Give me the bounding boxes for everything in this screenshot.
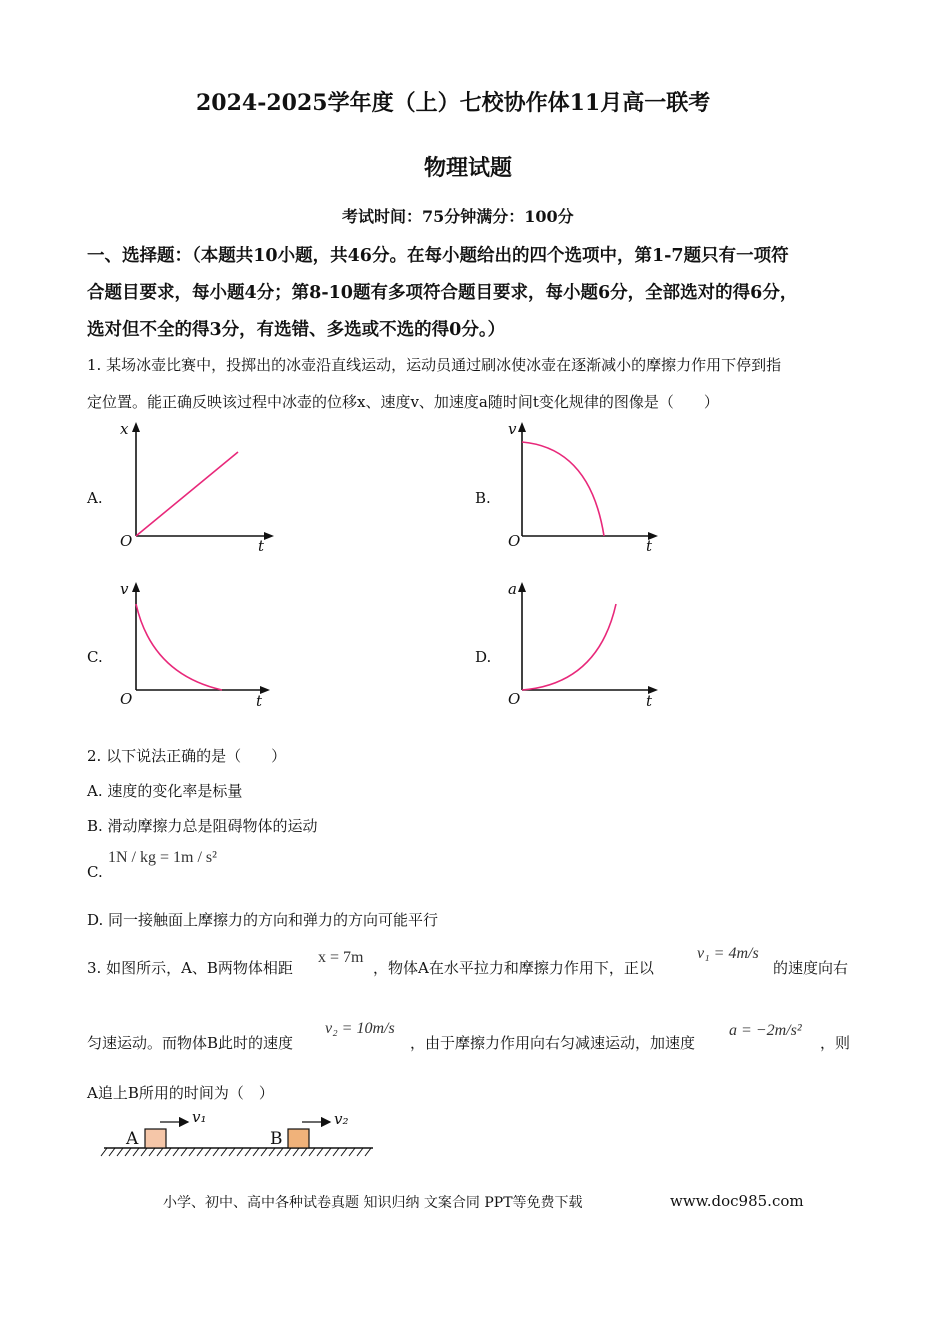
y-axis-label: x bbox=[120, 420, 129, 438]
hatch-mark bbox=[237, 1148, 243, 1156]
exam-title: 2024-2025学年度（上）七校协作体11月高一联考 bbox=[196, 90, 711, 116]
v2-label: v₂ bbox=[334, 1110, 349, 1128]
x-axis-label: t bbox=[646, 692, 653, 710]
q1-option-a-label: A. bbox=[87, 489, 103, 507]
q1-option-d-label: D. bbox=[475, 648, 492, 666]
block-b bbox=[288, 1129, 309, 1148]
footer-url[interactable]: www.doc985.com bbox=[670, 1192, 804, 1210]
q2-stem: 2. 以下说法正确的是（ ） bbox=[87, 747, 287, 765]
displacement-line bbox=[136, 452, 238, 536]
q3-formula-x: x = 7m bbox=[318, 949, 364, 966]
hatch-mark bbox=[253, 1148, 259, 1156]
hatch-mark bbox=[213, 1148, 219, 1156]
hatch-mark bbox=[173, 1148, 179, 1156]
q1-graph-b bbox=[500, 418, 670, 558]
q3-formula-v2: v₂ = 10m/s bbox=[325, 1020, 395, 1037]
footer-text: 小学、初中、高中各种试卷真题 知识归纳 文案合同 PPT等免费下载 bbox=[163, 1195, 583, 1211]
origin-label: O bbox=[120, 532, 133, 550]
hatch-mark bbox=[277, 1148, 283, 1156]
q2-option-d: D. 同一接触面上摩擦力的方向和弹力的方向可能平行 bbox=[87, 911, 439, 929]
hatch-mark bbox=[197, 1148, 203, 1156]
hatch-mark bbox=[349, 1148, 355, 1156]
hatch-mark bbox=[365, 1148, 371, 1156]
v1-label: v₁ bbox=[192, 1108, 207, 1126]
q3-text-2b: ，由于摩擦力作用向右匀减速运动，加速度 bbox=[410, 1034, 696, 1052]
x-axis-label: t bbox=[646, 537, 653, 555]
q2-option-b: B. 滑动摩擦力总是阻碍物体的运动 bbox=[87, 817, 318, 835]
y-axis-arrow bbox=[518, 582, 526, 592]
ground-hatching bbox=[101, 1148, 371, 1156]
q3-text-3: A追上B所用的时间为（ ） bbox=[87, 1084, 274, 1102]
q1-graph-c bbox=[112, 578, 282, 718]
q1-option-c-label: C. bbox=[87, 648, 103, 666]
y-axis-arrow bbox=[518, 422, 526, 432]
q3-text-1c: 的速度向右 bbox=[773, 959, 849, 977]
q1-option-b-label: B. bbox=[475, 489, 491, 507]
q2-option-c-formula: 1N / kg = 1m / s² bbox=[108, 849, 217, 866]
q3-text-1b: ，物体A在水平拉力和摩擦力作用下，正以 bbox=[373, 959, 654, 977]
hatch-mark bbox=[341, 1148, 347, 1156]
hatch-mark bbox=[189, 1148, 195, 1156]
origin-label: O bbox=[508, 532, 521, 550]
q2-option-c-label: C. bbox=[87, 863, 103, 881]
x-axis-label: t bbox=[258, 537, 265, 555]
x-axis-arrow bbox=[264, 532, 274, 540]
y-axis-label: v bbox=[508, 420, 517, 438]
hatch-mark bbox=[165, 1148, 171, 1156]
hatch-mark bbox=[357, 1148, 363, 1156]
section-instructions-line3: 选对但不全的得3分，有选错、多选或不选的得0分。） bbox=[87, 320, 506, 340]
hatch-mark bbox=[325, 1148, 331, 1156]
hatch-mark bbox=[101, 1148, 107, 1156]
subject-title: 物理试题 bbox=[424, 155, 513, 181]
block-a-label: A bbox=[126, 1129, 139, 1149]
hatch-mark bbox=[205, 1148, 211, 1156]
q3-text-2c: ，则 bbox=[820, 1034, 851, 1052]
hatch-mark bbox=[141, 1148, 147, 1156]
hatch-mark bbox=[285, 1148, 291, 1156]
hatch-mark bbox=[309, 1148, 315, 1156]
y-axis-arrow bbox=[132, 422, 140, 432]
q3-text-1a: 3. 如图所示，A、B两物体相距 bbox=[87, 959, 293, 977]
y-axis-arrow bbox=[132, 582, 140, 592]
q3-formula-v1: v₁ = 4m/s bbox=[697, 945, 759, 962]
hatch-mark bbox=[125, 1148, 131, 1156]
hatch-mark bbox=[157, 1148, 163, 1156]
q3-formula-a: a = −2m/s² bbox=[729, 1022, 802, 1039]
velocity-curve bbox=[136, 604, 222, 690]
hatch-mark bbox=[181, 1148, 187, 1156]
hatch-mark bbox=[221, 1148, 227, 1156]
q1-graph-a bbox=[112, 418, 282, 558]
exam-info: 考试时间：75分钟满分：100分 bbox=[342, 207, 574, 226]
origin-label: O bbox=[508, 690, 521, 708]
hatch-mark bbox=[301, 1148, 307, 1156]
hatch-mark bbox=[245, 1148, 251, 1156]
section-instructions-line2: 合题目要求，每小题4分；第8-10题有多项符合题目要求，每小题6分，全部选对的得6分， bbox=[87, 283, 798, 303]
x-axis-label: t bbox=[256, 692, 263, 710]
hatch-mark bbox=[117, 1148, 123, 1156]
hatch-mark bbox=[109, 1148, 115, 1156]
block-b-label: B bbox=[270, 1129, 283, 1149]
q3-text-2a: 匀速运动。而物体B此时的速度 bbox=[87, 1034, 294, 1052]
hatch-mark bbox=[261, 1148, 267, 1156]
hatch-mark bbox=[149, 1148, 155, 1156]
q1-stem-line2: 定位置。能正确反映该过程中冰壶的位移x、速度v、加速度a随时间t变化规律的图像是（ ） bbox=[87, 393, 719, 411]
section-instructions-line1: 一、选择题：（本题共10小题，共46分。在每小题给出的四个选项中，第1-7题只有一项符 bbox=[87, 246, 789, 266]
q3-figure bbox=[100, 1105, 390, 1163]
hatch-mark bbox=[333, 1148, 339, 1156]
origin-label: O bbox=[120, 690, 133, 708]
y-axis-label: a bbox=[508, 580, 517, 598]
acceleration-curve bbox=[522, 604, 616, 690]
q1-stem-line1: 1. 某场冰壶比赛中，投掷出的冰壶沿直线运动，运动员通过刷冰使冰壶在逐渐减小的摩擦力作用下停到指 bbox=[87, 356, 782, 374]
q1-graph-d bbox=[500, 578, 670, 718]
velocity-curve bbox=[522, 442, 604, 536]
hatch-mark bbox=[229, 1148, 235, 1156]
q2-option-a: A. 速度的变化率是标量 bbox=[87, 782, 243, 800]
hatch-mark bbox=[317, 1148, 323, 1156]
y-axis-label: v bbox=[120, 580, 129, 598]
hatch-mark bbox=[269, 1148, 275, 1156]
hatch-mark bbox=[293, 1148, 299, 1156]
hatch-mark bbox=[133, 1148, 139, 1156]
block-a bbox=[145, 1129, 166, 1148]
